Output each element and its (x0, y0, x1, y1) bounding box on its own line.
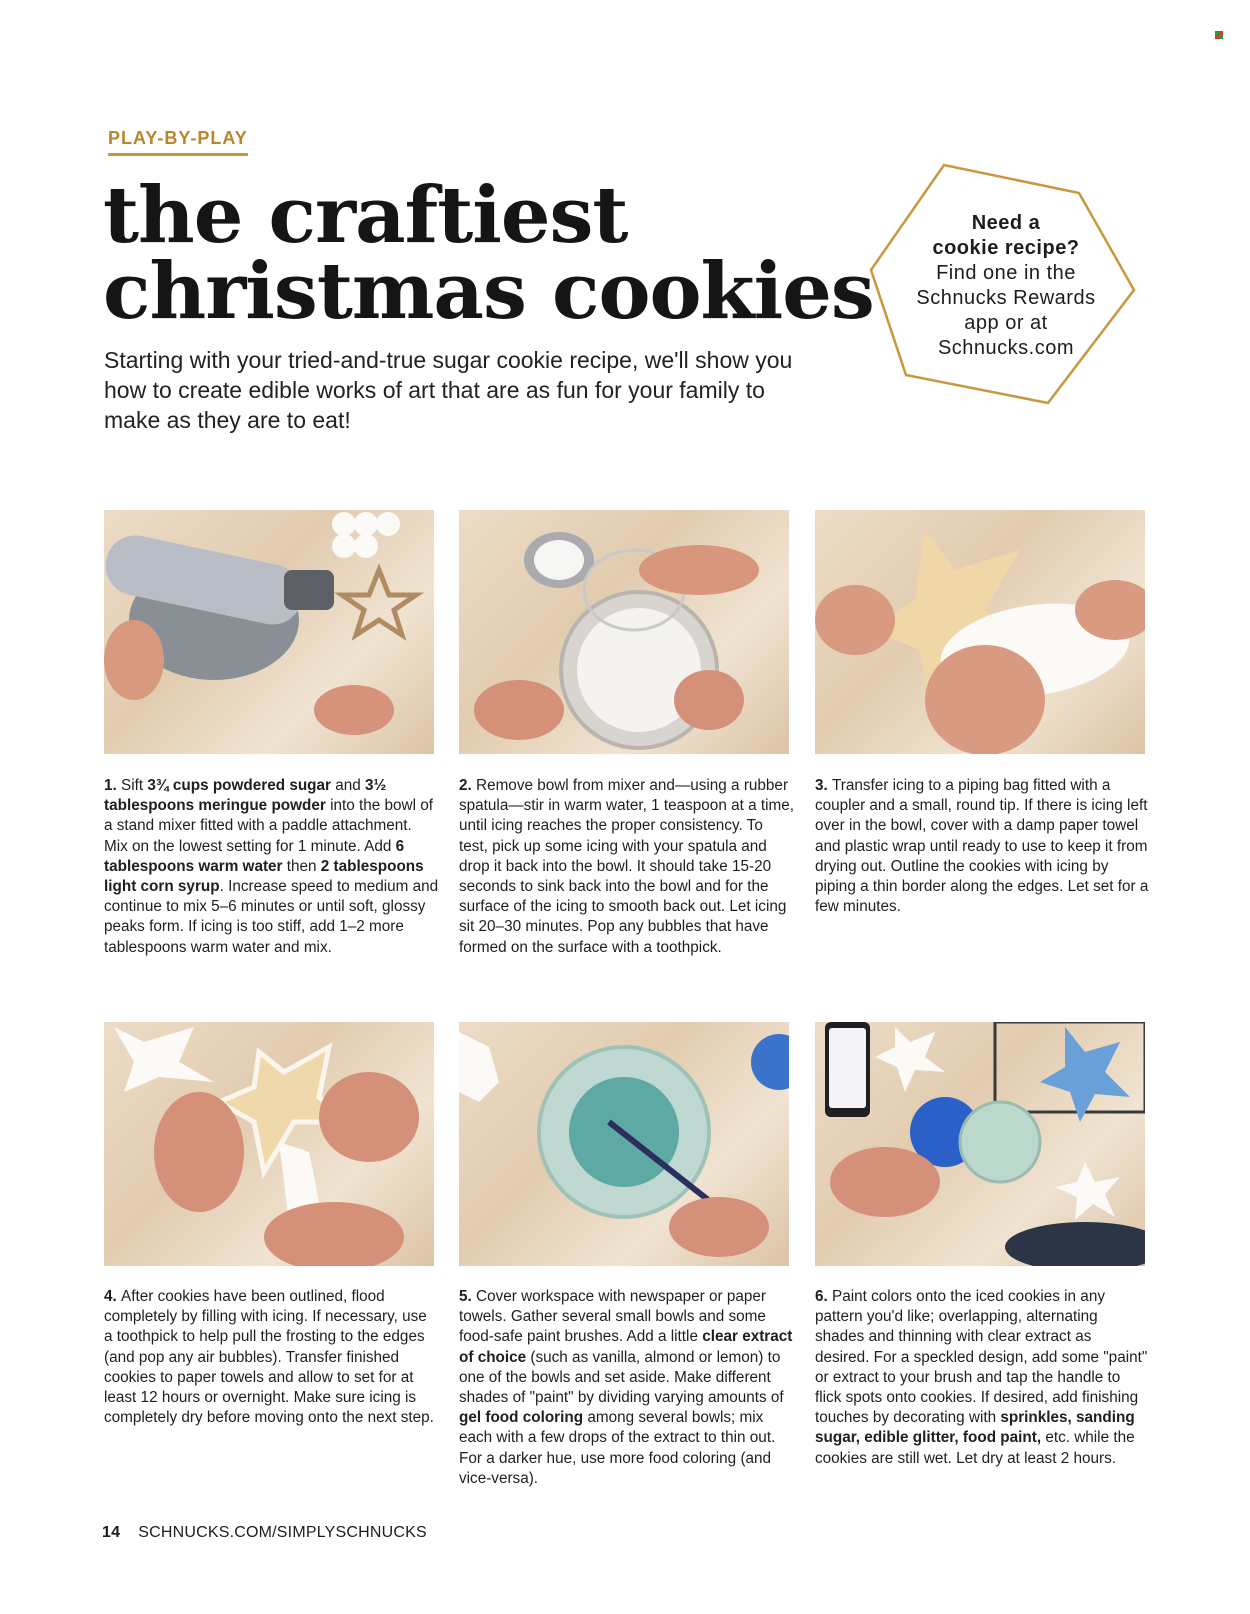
badge-line-1: Need a (971, 212, 1041, 234)
step-1-photo (104, 510, 434, 754)
step-number: 3. (815, 777, 833, 794)
step-2-photo (459, 510, 789, 754)
step-text-run: Cover workspace with newspaper or paper towels. Gather several small bowls and some food-safe paint brushes. Add a little (459, 1288, 766, 1346)
page-title (103, 170, 874, 337)
step-2-text (459, 776, 794, 958)
badge-line-2: cookie recipe? (932, 237, 1080, 259)
step-5-text (459, 1287, 794, 1489)
step-6-text (815, 1287, 1150, 1469)
step-text-run: . Increase speed to medium and continue to mix 5–6 minutes or until soft, glossy peaks form. If icing is too stiff, add 1–2 more tablespoons warm water and mix. (104, 878, 439, 956)
corner-mark (1215, 31, 1223, 39)
step-number: 5. (459, 1288, 477, 1305)
badge-line-3: Find one in the (936, 262, 1076, 284)
step-1-text (104, 776, 439, 958)
step-text-run: After cookies have been outlined, flood completely by filling with icing. If necessary, use a toothpick to help pull the frosting to the edges (and pop any air bubbles). Transfer finished cookies to paper towels and allow to set for at least 12 hours or overnight. Make sure icing is completely dry before moving onto the next step. (104, 1288, 434, 1427)
step-text-run: among several bowls; mix each with a few drops of the extract to thin out. For a darker hue, use more food coloring (and vice-versa). (459, 1409, 776, 1487)
intro-paragraph: Starting with your tried-and-true sugar cookie recipe, we'll show you how to create edible works of art that are as fun for your family to make as they are to eat! (104, 347, 793, 433)
step-4-photo (104, 1022, 434, 1266)
step-text-run: and (331, 777, 366, 794)
step-ingredient: 6 tablespoons warm water (104, 837, 405, 875)
badge-line-6: Schnucks.com (937, 337, 1075, 359)
step-ingredient: 2 tablespoons light corn syrup (104, 857, 424, 896)
footer-url-link[interactable]: SCHNUCKS.COM/SIMPLYSCHNUCKS (138, 1524, 427, 1541)
step-text-run: into the bowl of a stand mixer fitted with a paddle attachment. Mix on the lowest setting for 1 minute. Add (104, 797, 433, 855)
step-number: 4. (104, 1288, 122, 1305)
step-text-run: etc. while the cookies are still wet. Let dry at least 2 hours. (815, 1429, 1135, 1467)
step-text-run: (such as vanilla, almond or lemon) to one of the bowls and set aside. Make different shades of "paint" by dividing varying amounts of (459, 1348, 784, 1407)
page-footer (102, 1524, 427, 1542)
step-number: 2. (459, 777, 477, 794)
step-text-run: then (282, 857, 321, 875)
step-4-text (104, 1287, 439, 1428)
step-3-photo (815, 510, 1145, 754)
title-line-2: christmas cookies (103, 246, 874, 337)
step-text-run: Sift (121, 777, 148, 794)
step-text-run: Remove bowl from mixer and—using a rubber spatula—stir in warm water, 1 teaspoon at a time, until icing reaches the proper consistency. To test, pick up some icing with your spatula and drop it back into the bowl. It should take 15-20 seconds to sink back into the bowl and for the surface of the icing to smooth back out. Let icing sit 20–30 minutes. Pop any bubbles that have formed on the surface with a toothpick. (459, 777, 794, 956)
page-number: 14 (102, 1524, 121, 1541)
step-ingredient: sprinkles, sanding sugar, edible glitter, food paint, (815, 1409, 1135, 1447)
title-line-1: the craftiest (103, 170, 628, 261)
badge-line-5: app or at (964, 312, 1048, 334)
step-ingredient: gel food coloring (459, 1409, 584, 1427)
step-number: 6. (815, 1288, 833, 1305)
step-5-photo (459, 1022, 789, 1266)
badge-line-4: Schnucks Rewards (916, 287, 1096, 309)
step-ingredient: clear extract of choice (459, 1328, 793, 1366)
section-kicker: PLAY-BY-PLAY (108, 128, 248, 156)
step-number: 1. (104, 777, 122, 794)
step-text-run: Transfer icing to a piping bag fitted with a coupler and a small, round tip. If there is icing left over in the bowl, cover with a damp paper towel and plastic wrap until ready to use to keep it from drying out. Outline the cookies with icing by piping a thin border along the edges. Let set for a few minutes. (815, 777, 1149, 916)
step-text-run: Paint colors onto the iced cookies in any pattern you'd like; overlapping, alternating shades and thinning with clear extract as desired. For a speckled design, add some "paint" or extract to your brush and tap the handle to flick spots onto cookies. If desired, add finishing touches by decorating with (815, 1288, 1148, 1427)
step-3-text (815, 776, 1150, 917)
step-6-photo (815, 1022, 1145, 1266)
step-ingredient: 3½ tablespoons meringue powder (104, 777, 387, 815)
step-ingredient: 3¾ cups powdered sugar (147, 777, 331, 794)
recipe-callout-badge (866, 163, 1146, 413)
